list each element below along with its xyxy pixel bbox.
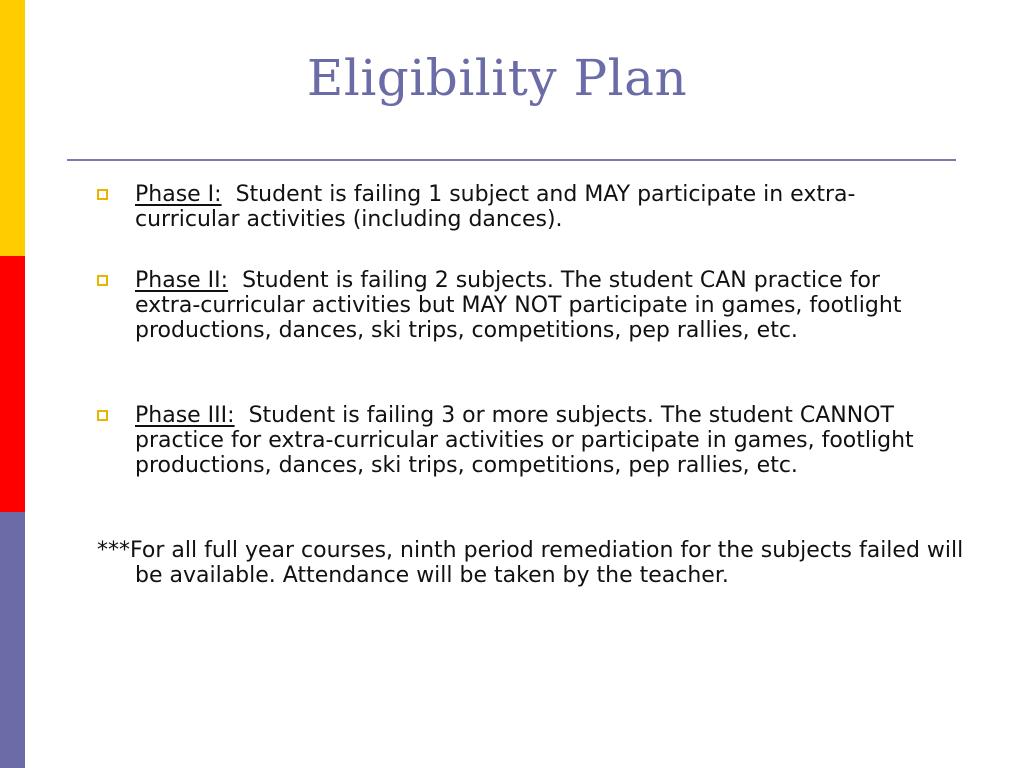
title-divider <box>67 159 956 161</box>
phase-3-text: Student is failing 3 or more subjects. The student CANNOT practice for extra-curricular activities or participate in games, footlight productions, dances, ski trips, competitions, pep rallies, etc. <box>135 403 914 478</box>
bullet-phase-3 <box>135 403 950 478</box>
bullet-phase-1 <box>135 182 950 232</box>
phase-1-label: Phase I: <box>135 182 222 207</box>
square-bullet-icon <box>97 275 108 286</box>
accent-band-red <box>0 256 25 512</box>
accent-band-yellow <box>0 0 25 256</box>
accent-band-blue <box>0 512 25 768</box>
phase-1-text: Student is failing 1 subject and MAY participate in extra-curricular activities (including dances). <box>135 182 856 232</box>
slide-title: Eligibility Plan <box>306 49 688 107</box>
bullet-phase-2 <box>135 268 950 343</box>
square-bullet-icon <box>97 410 108 421</box>
phase-2-text: Student is failing 2 subjects. The student CAN practice for extra-curricular activities but MAY NOT participate in games, footlight productions, dances, ski trips, competitions, pep rallies, etc. <box>135 268 902 343</box>
footnote: ***For all full year courses, ninth period remediation for the subjects failed will be available. Attendance will be taken by the teacher. <box>97 538 964 588</box>
square-bullet-icon <box>97 189 108 200</box>
phase-2-label: Phase II: <box>135 268 229 293</box>
phase-3-label: Phase III: <box>135 403 235 428</box>
